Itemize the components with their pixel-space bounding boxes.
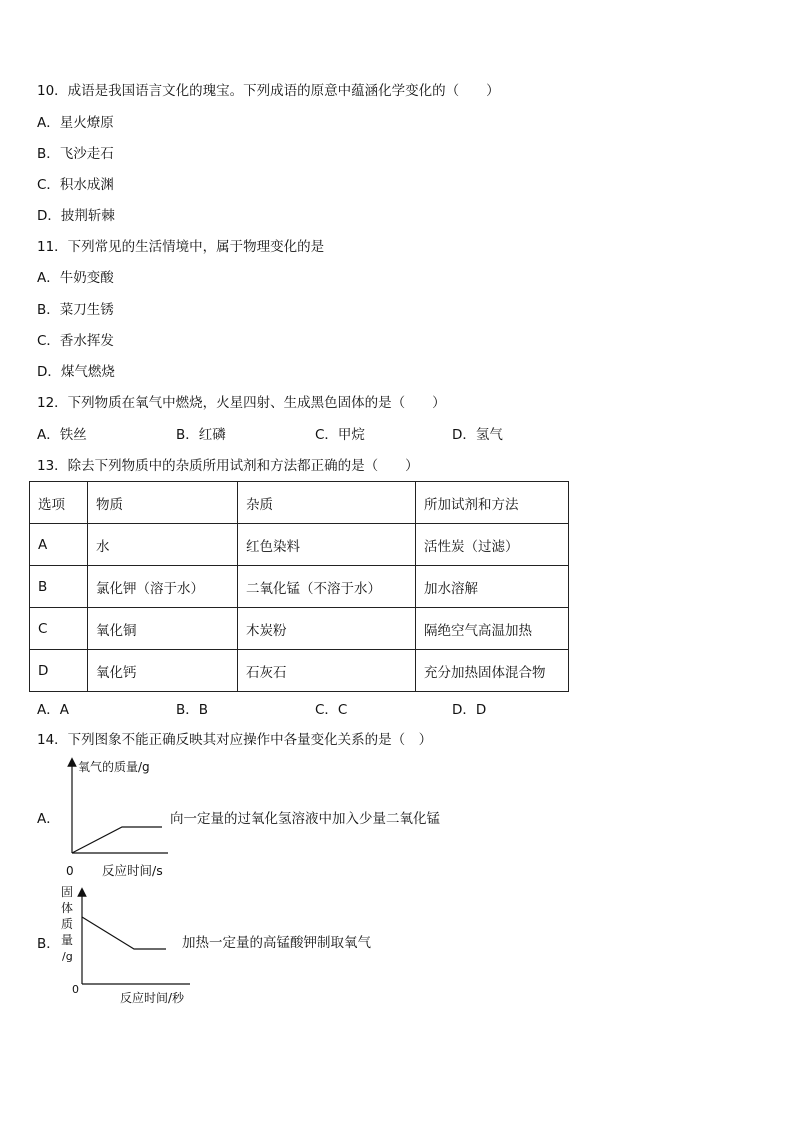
- q12-question: 12．下列物质在氧气中燃烧，火星四射、生成黑色固体的是（ ）: [37, 395, 446, 411]
- graph-b-origin: 0: [72, 983, 79, 996]
- table-header-cell: 选项: [30, 482, 88, 524]
- q13-option-b: B．B: [176, 702, 209, 718]
- q10-option-a: A．星火燎原: [37, 115, 114, 131]
- q11-option-b: B．菜刀生锈: [37, 302, 114, 318]
- graph-b-y-label-char: /g: [62, 950, 73, 963]
- q10-option-d: D．披荆斩棘: [37, 208, 115, 224]
- q12-option-b: B．红磷: [176, 427, 226, 443]
- q13-option-a: A．A: [37, 702, 69, 718]
- q13-option-d: D．D: [452, 702, 487, 718]
- graph-a-curve: [72, 827, 162, 853]
- graph-a-origin: 0: [66, 864, 74, 878]
- graph-a-x-label: 反应时间/s: [102, 863, 163, 878]
- table-row: [30, 566, 569, 608]
- graph-b-caption: 加热一定量的高锰酸钾制取氧气: [182, 935, 371, 951]
- graph-a-y-label: 氧气的质量/g: [78, 760, 150, 774]
- table-cell: 活性炭（过滤）: [416, 524, 569, 566]
- graph-a-label: A．: [37, 811, 60, 827]
- table-row: [30, 608, 569, 650]
- graph-b: [30, 880, 390, 1010]
- table-cell: 氧化钙: [88, 650, 238, 692]
- table-cell: 红色染料: [238, 524, 416, 566]
- table-cell: A: [30, 524, 88, 566]
- table-row: [30, 650, 569, 692]
- q10-question: 10．成语是我国语言文化的瑰宝。下列成语的原意中蕴涵化学变化的（ ）: [37, 83, 500, 99]
- q12-option-d: D．氢气: [452, 427, 503, 443]
- table-cell: 石灰石: [238, 650, 416, 692]
- q14-question: 14．下列图象不能正确反映其对应操作中各量变化关系的是（ ）: [37, 732, 433, 748]
- table-header-cell: 物质: [88, 482, 238, 524]
- q13-question: 13．除去下列物质中的杂质所用试剂和方法都正确的是（ ）: [37, 458, 419, 474]
- table-cell: 二氧化锰（不溶于水）: [238, 566, 416, 608]
- q12-option-a: A．铁丝: [37, 427, 87, 443]
- table-cell: 氧化铜: [88, 608, 238, 650]
- table-cell: 隔绝空气高温加热: [416, 608, 569, 650]
- table-cell: 充分加热固体混合物: [416, 650, 569, 692]
- graph-b-label: B．: [37, 936, 60, 952]
- q12-option-c: C．甲烷: [315, 427, 365, 443]
- table-header-cell: 所加试剂和方法: [416, 482, 569, 524]
- table-header-cell: 杂质: [238, 482, 416, 524]
- graph-b-y-label-char: 量: [61, 933, 74, 947]
- table-cell: 加水溶解: [416, 566, 569, 608]
- table-row: [30, 524, 569, 566]
- table-cell: B: [30, 566, 88, 608]
- table-cell: D: [30, 650, 88, 692]
- graph-b-y-label-char: 体: [61, 901, 74, 915]
- q11-option-c: C．香水挥发: [37, 333, 114, 349]
- table-cell: C: [30, 608, 88, 650]
- table-cell: 水: [88, 524, 238, 566]
- q11-question: 11．下列常见的生活情境中，属于物理变化的是: [37, 239, 325, 255]
- q11-option-a: A．牛奶变酸: [37, 270, 114, 286]
- graph-b-curve: [82, 917, 166, 949]
- graph-a: [30, 755, 490, 880]
- q10-option-b: B．飞沙走石: [37, 146, 114, 162]
- graph-b-x-label: 反应时间/秒: [120, 991, 185, 1005]
- graph-b-y-label-char: 质: [61, 917, 74, 931]
- q10-option-c: C．积水成渊: [37, 177, 114, 193]
- graph-b-y-label-char: 固: [61, 885, 74, 899]
- q11-option-d: D．煤气燃烧: [37, 364, 115, 380]
- table-cell: 木炭粉: [238, 608, 416, 650]
- q13-table: [29, 481, 569, 692]
- q13-option-c: C．C: [315, 702, 348, 718]
- graph-a-caption: 向一定量的过氧化氢溶液中加入少量二氧化锰: [170, 811, 440, 827]
- table-header-row: [30, 482, 569, 524]
- table-cell: 氯化钾（溶于水）: [88, 566, 238, 608]
